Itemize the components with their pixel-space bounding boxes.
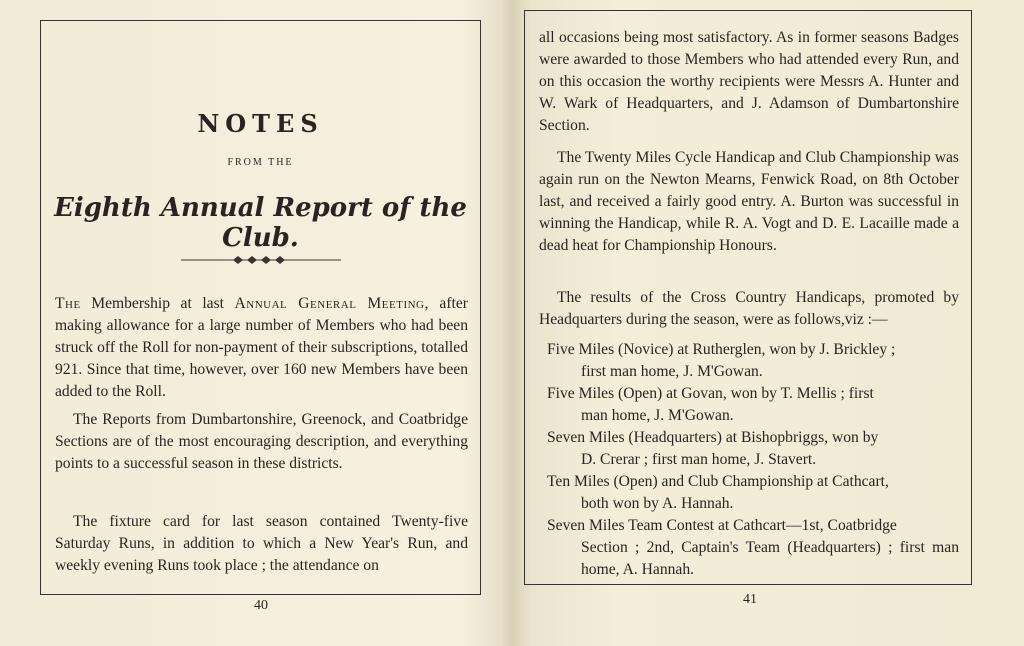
result-item	[547, 339, 959, 383]
agm-smallcaps: Annual General Meeting,	[234, 295, 429, 312]
ornament-divider-icon	[181, 254, 341, 266]
paragraph-membership	[55, 293, 468, 403]
result-item	[547, 427, 959, 471]
right-page-border	[524, 10, 972, 585]
result-item	[547, 471, 959, 515]
left-page-border	[40, 20, 481, 595]
result-first-line: Seven Miles Team Contest at Cathcart—1st, Coatbridge	[547, 517, 897, 534]
paragraph-attendance: all occasions being most satisfactory. As in former seasons Badges were awarded to those Members who had attended every Run, and on this occasion the worthy recipients were Messrs A. Hunter and W. Wark of Headquarters, and J. Adamson of Dumbartonshire Section.	[539, 29, 959, 134]
paragraph-fixture-card: The fixture card for last season contained Twenty-five Saturday Runs, in addition to which a New Year's Run, and weekly evening Runs took place ; the attendance on	[55, 513, 468, 574]
result-continuation: both won by A. Hannah.	[581, 495, 734, 512]
notes-heading: NOTES	[197, 109, 324, 138]
report-title: Eighth Annual Report of the Club.	[54, 193, 467, 253]
paragraph-lead: The	[55, 295, 81, 312]
from-the-label: FROM THE	[227, 157, 294, 168]
result-first-line: Ten Miles (Open) and Club Championship at Cathcart,	[547, 473, 889, 490]
page-number-left: 40	[254, 598, 268, 613]
result-continuation: Section ; 2nd, Captain's Team (Headquarters) ; first man home, A. Hannah.	[581, 539, 959, 578]
left-page	[0, 0, 505, 646]
right-page	[510, 0, 1024, 646]
paragraph-twenty-miles: The Twenty Miles Cycle Handicap and Club Championship was again run on the Newton Mearns, Fenwick Road, on 8th October last, and received a fairly good entry. A. Burton was successful in winning the Handicap, while R. A. Vogt and D. E. Lacaille made a dead heat for Championship Honours.	[539, 149, 959, 254]
paragraph-reports: The Reports from Dumbartonshire, Greenock, and Coatbridge Sections are of the most encouraging description, and everything points to a successful season in these districts.	[55, 411, 468, 472]
result-first-line: Five Miles (Novice) at Rutherglen, won by J. Brickley ;	[547, 341, 896, 358]
paragraph-lead-continued: Membership at last	[91, 295, 224, 312]
result-item	[547, 515, 959, 581]
page-number-right: 41	[743, 592, 757, 607]
result-continuation: first man home, J. M'Gowan.	[581, 363, 763, 380]
paragraph-cross-country: The results of the Cross Country Handicaps, promoted by Headquarters during the season, were as follows,viz :—	[539, 289, 959, 328]
result-continuation: man home, J. M'Gowan.	[581, 407, 734, 424]
result-first-line: Seven Miles (Headquarters) at Bishopbriggs, won by	[547, 429, 879, 446]
paragraph-text: after making allowance for a large number of Members who had been struck off the Roll for non-payment of their subscriptions, totalled 921. Since that time, however, over 160 new Members have been added to the Roll.	[55, 295, 468, 400]
result-continuation: D. Crerar ; first man home, J. Stavert.	[581, 451, 817, 468]
result-first-line: Five Miles (Open) at Govan, won by T. Mellis ; first	[547, 385, 874, 402]
result-item	[547, 383, 959, 427]
